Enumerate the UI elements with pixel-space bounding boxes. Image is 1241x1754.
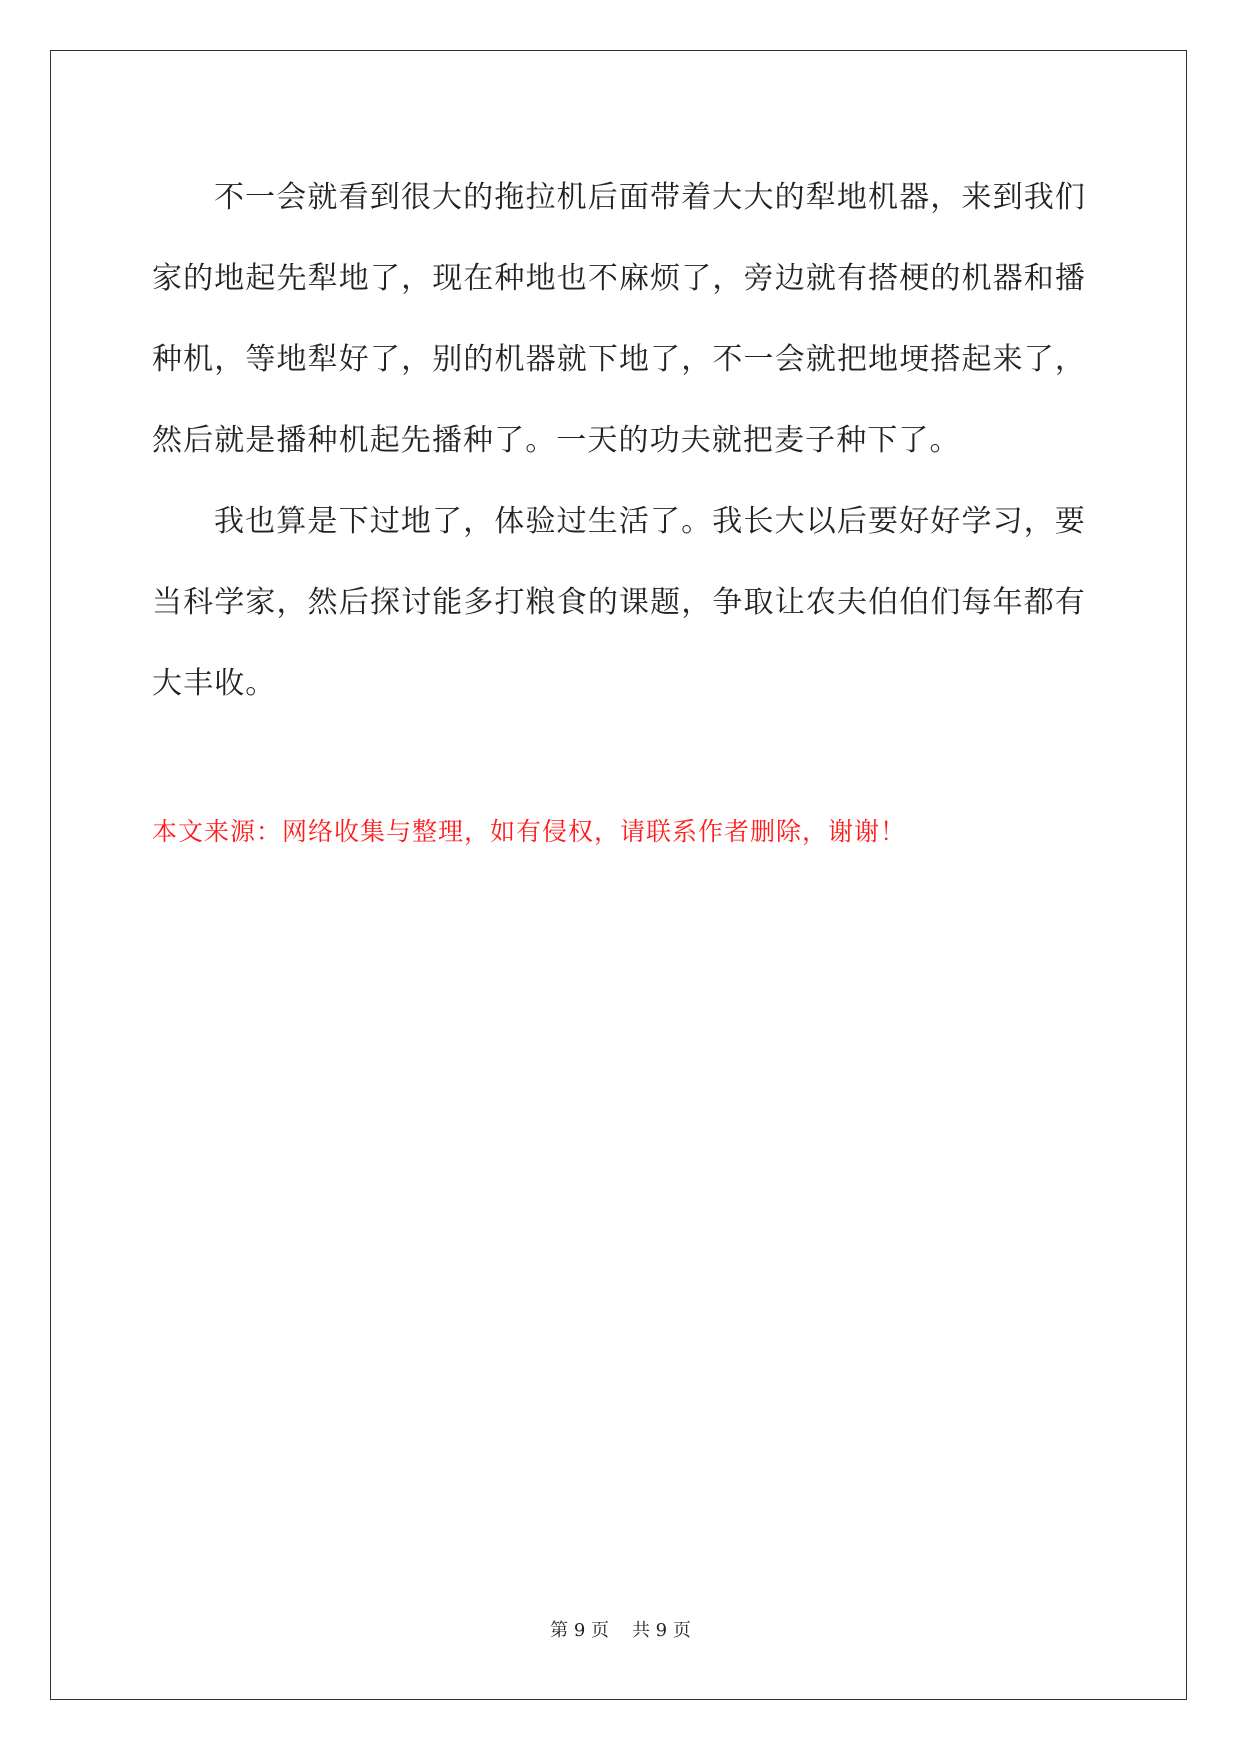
paragraph-2-line-2: 当科学家，然后探讨能多打粮食的课题，争取让农夫伯伯们每年都有: [152, 585, 1086, 620]
source-note: 本文来源：网络收集与整理，如有侵权，请联系作者删除，谢谢！: [152, 817, 907, 846]
page-number-footer: 第 9 页 共 9 页: [550, 1620, 691, 1641]
paragraph-1-line-4: 然后就是播种机起先播种了。一天的功夫就把麦子种下了。: [152, 423, 961, 458]
document-body: [152, 157, 1086, 724]
paragraph-1-line-1: 不一会就看到很大的拖拉机后面带着大大的犁地机器，来到我们: [214, 180, 1086, 215]
paragraph-2-line-3: 大丰收。: [152, 666, 277, 701]
paragraph-2-line-1: 我也算是下过地了，体验过生活了。我长大以后要好好学习，要: [214, 504, 1086, 539]
paragraph-1-line-2: 家的地起先犁地了，现在种地也不麻烦了，旁边就有搭梗的机器和播: [152, 261, 1086, 296]
paragraph-1-line-3: 种机，等地犁好了，别的机器就下地了，不一会就把地埂搭起来了，: [152, 342, 1086, 377]
